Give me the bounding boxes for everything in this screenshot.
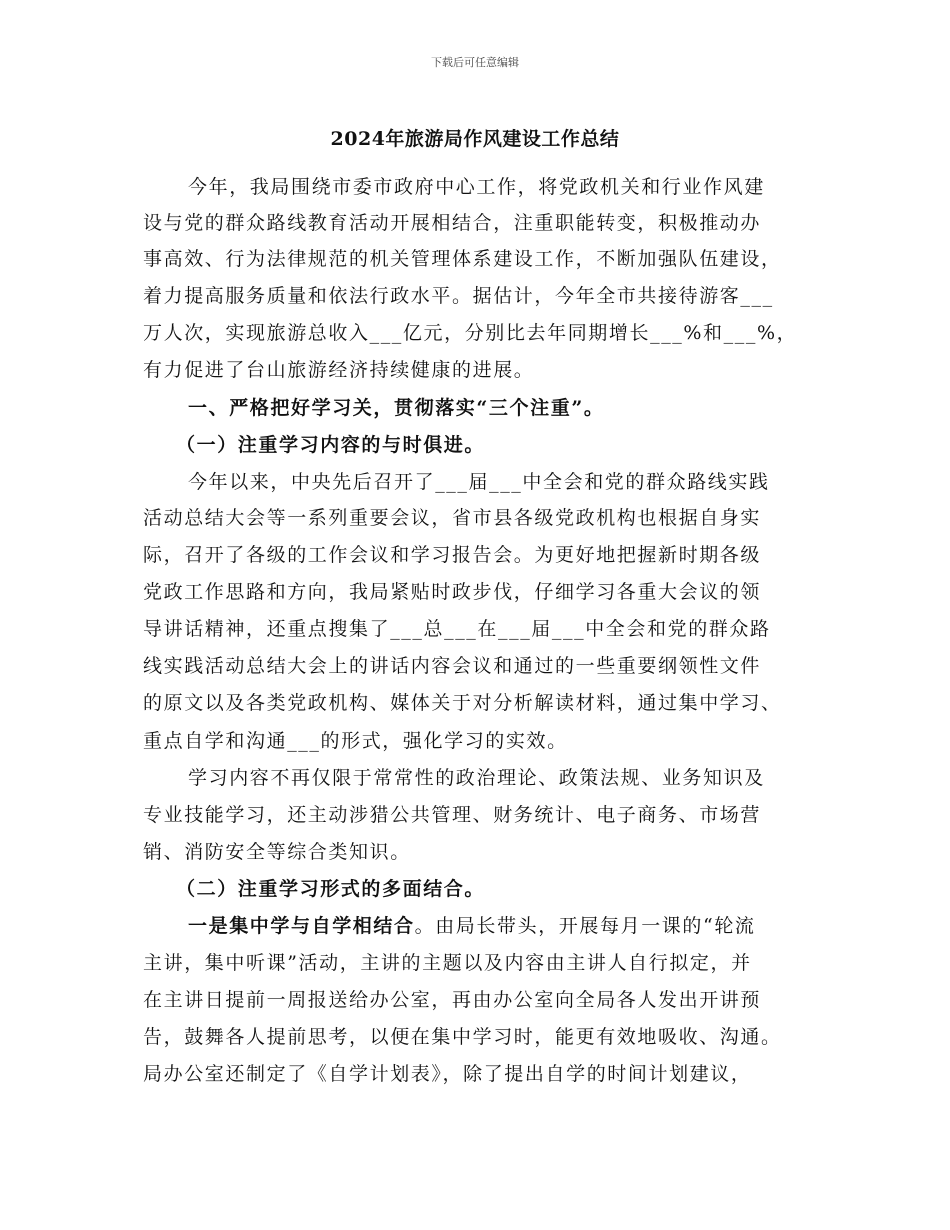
paragraph-line: 事高效、行为法律规范的机关管理体系建设工作，不断加强队伍建设，: [143, 248, 782, 270]
paragraph-line: 着力提高服务质量和依法行政水平。据估计，今年全市共接待游客___: [143, 285, 774, 307]
paragraph-line: 党政工作思路和方向，我局紧贴时政步伐，仔细学习各重大会议的领: [143, 581, 762, 603]
paragraph-line: 告，鼓舞各人提前思考，以便在集中学习时，能更有效地吸收、沟通。: [143, 1026, 782, 1048]
paragraph-line: 专业技能学习，还主动涉猎公共管理、财务统计、电子商务、市场营: [143, 804, 762, 826]
paragraph-line: 今年，我局围绕市委市政府中心工作，将党政机关和行业作风建: [188, 176, 765, 198]
inline-bold-lead: 一是集中学与自学相结合: [188, 915, 415, 937]
paragraph-line: 设与党的群众路线教育活动开展相结合，注重职能转变，积极推动办: [143, 212, 762, 234]
paragraph-line: 今年以来，中央先后召开了___届___中全会和党的群众路线实践: [188, 471, 770, 493]
paragraph-line: 活动总结大会等一系列重要会议，省市县各级党政机构也根据自身实: [143, 507, 762, 529]
paragraph-line: 重点自学和沟通___的形式，强化学习的实效。: [143, 730, 568, 752]
document-title: 2024年旅游局作风建设工作总结: [330, 128, 620, 150]
paragraph-line: 销、消防安全等综合类知识。: [143, 841, 411, 863]
paragraph-line: 在主讲日提前一周报送给办公室，再由办公室向全局各人发出开讲预: [143, 989, 762, 1011]
paragraph-line: 导讲话精神，还重点搜集了___总___在___届___中全会和党的群众路: [143, 618, 771, 640]
paragraph-line: 学习内容不再仅限于常常性的政治理论、政策法规、业务知识及: [188, 767, 765, 789]
paragraph-line: 万人次，实现旅游总收入___亿元，分别比去年同期增长___%和___%，: [143, 322, 798, 344]
paragraph-line: 有力促进了台山旅游经济持续健康的进展。: [143, 359, 535, 381]
paragraph-line: 局办公室还制定了《自学计划表》，除了提出自学的时间计划建议，: [143, 1063, 752, 1085]
paragraph-line: 线实践活动总结大会上的讲话内容会议和通过的一些重要纲领性文件: [143, 655, 762, 677]
section-heading: 一、严格把好学习关，贯彻落实“三个注重”。: [188, 397, 605, 419]
paragraph-line: 的原文以及各类党政机构、媒体关于对分析解读材料，通过集中学习、: [143, 692, 782, 714]
paragraph-line: [188, 914, 833, 938]
inline-text: 。由局长带头，开展每月一课的“轮流: [414, 915, 756, 937]
header-note: 下载后可任意编辑: [431, 56, 519, 69]
subsection-heading: （二）注重学习形式的多面结合。: [176, 878, 486, 900]
paragraph-line: 主讲，集中听课”活动，主讲的主题以及内容由主讲人自行拟定，并: [143, 952, 752, 974]
paragraph-line: 际，召开了各级的工作会议和学习报告会。为更好地把握新时期各级: [143, 544, 762, 566]
subsection-heading: （一）注重学习内容的与时俱进。: [176, 434, 486, 456]
